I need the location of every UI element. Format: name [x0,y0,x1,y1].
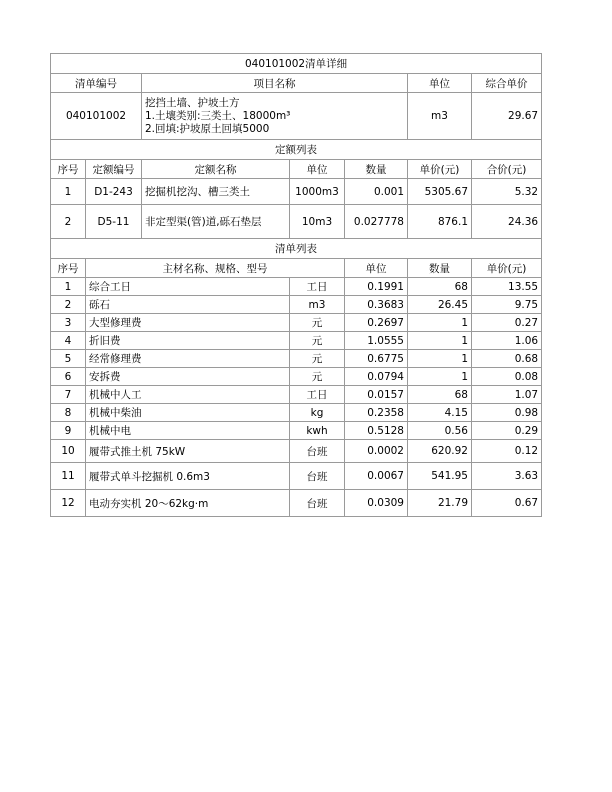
material-total: 13.55 [472,278,542,296]
list-name-header: 项目名称 [142,74,408,93]
material-row [51,404,542,422]
material-name: 安拆费 [86,368,290,386]
list-code: 040101002 [51,93,142,140]
material-unit: 元 [290,332,345,350]
quota-qty: 0.001 [345,179,408,205]
material-row [51,490,542,517]
description-line: 2.回填:护坡原土回填5000 [145,122,270,135]
material-unit: 台班 [290,463,345,490]
material-qty: 0.0157 [345,386,408,404]
material-name: 综合工日 [86,278,290,296]
quota-code: D1-243 [86,179,142,205]
material-unit: 台班 [290,440,345,463]
material-name: 履带式单斗挖掘机 0.6m3 [86,463,290,490]
material-name: 机械中人工 [86,386,290,404]
material-unit: m3 [290,296,345,314]
material-total: 1.07 [472,386,542,404]
material-no: 5 [51,350,86,368]
material-qty: 1.0555 [345,332,408,350]
material-qty: 0.0794 [345,368,408,386]
quota-price-header: 单价(元) [408,160,472,179]
material-price: 26.45 [408,296,472,314]
quota-section-title: 定额列表 [51,140,542,160]
material-row [51,350,542,368]
material-row [51,422,542,440]
material-price: 1 [408,368,472,386]
material-no: 10 [51,440,86,463]
quota-unit-header: 单位 [290,160,345,179]
material-price: 541.95 [408,463,472,490]
material-row [51,440,542,463]
material-unit: 工日 [290,386,345,404]
material-section-title: 清单列表 [51,239,542,259]
material-row [51,332,542,350]
material-unit: 台班 [290,490,345,517]
material-row [51,463,542,490]
material-no-header: 序号 [51,259,86,278]
quota-name: 挖掘机挖沟、槽三类土 [142,179,290,205]
description-line: 1.土壤类别:三类土、18000m³ [145,109,291,122]
quota-qty: 0.027778 [345,205,408,239]
material-no: 3 [51,314,86,332]
list-unit: m3 [408,93,472,140]
material-unit: kwh [290,422,345,440]
material-qty: 0.2358 [345,404,408,422]
material-unit: kg [290,404,345,422]
quota-no-header: 序号 [51,160,86,179]
material-qty: 0.5128 [345,422,408,440]
material-qty: 0.1991 [345,278,408,296]
table-title: 040101002清单详细 [51,54,542,74]
material-price-header: 单价(元) [472,259,542,278]
material-total: 0.29 [472,422,542,440]
material-total: 9.75 [472,296,542,314]
material-name: 经常修理费 [86,350,290,368]
material-unit: 元 [290,314,345,332]
description-line: 挖挡土墙、护坡土方 [145,96,240,109]
quota-price: 876.1 [408,205,472,239]
material-no: 6 [51,368,86,386]
list-unit-header: 单位 [408,74,472,93]
bill-detail-table [50,53,542,517]
quota-code-header: 定额编号 [86,160,142,179]
material-price: 0.56 [408,422,472,440]
quota-unit: 10m3 [290,205,345,239]
quota-price: 5305.67 [408,179,472,205]
material-price: 21.79 [408,490,472,517]
material-name: 电动夯实机 20～62kg·m [86,490,290,517]
material-qty: 0.0309 [345,490,408,517]
material-total: 1.06 [472,332,542,350]
quota-total-header: 合价(元) [472,160,542,179]
material-no: 9 [51,422,86,440]
material-total: 0.67 [472,490,542,517]
material-total: 3.63 [472,463,542,490]
material-price: 1 [408,350,472,368]
material-price: 68 [408,386,472,404]
list-price-header: 综合单价 [472,74,542,93]
quota-total: 24.36 [472,205,542,239]
material-row [51,386,542,404]
material-total: 0.68 [472,350,542,368]
material-price: 68 [408,278,472,296]
quota-no: 1 [51,179,86,205]
material-name: 折旧费 [86,332,290,350]
quota-code: D5-11 [86,205,142,239]
quota-name-header: 定额名称 [142,160,290,179]
material-unit: 工日 [290,278,345,296]
material-price: 1 [408,314,472,332]
material-qty: 0.2697 [345,314,408,332]
material-qty: 0.3683 [345,296,408,314]
material-name: 机械中柴油 [86,404,290,422]
material-unit: 元 [290,350,345,368]
material-qty: 0.0067 [345,463,408,490]
material-no: 4 [51,332,86,350]
material-row [51,296,542,314]
material-name-header: 主材名称、规格、型号 [86,259,345,278]
material-no: 11 [51,463,86,490]
quota-name: 非定型渠(管)道,砾石垫层 [142,205,290,239]
material-qty: 0.0002 [345,440,408,463]
list-description [142,93,408,140]
quota-no: 2 [51,205,86,239]
material-total: 0.12 [472,440,542,463]
material-name: 履带式推土机 75kW [86,440,290,463]
material-qty-header: 数量 [408,259,472,278]
material-name: 大型修理费 [86,314,290,332]
quota-qty-header: 数量 [345,160,408,179]
material-total: 0.08 [472,368,542,386]
material-no: 8 [51,404,86,422]
material-name: 机械中电 [86,422,290,440]
material-row [51,368,542,386]
material-price: 620.92 [408,440,472,463]
list-code-header: 清单编号 [51,74,142,93]
material-qty: 0.6775 [345,350,408,368]
quota-total: 5.32 [472,179,542,205]
material-row [51,278,542,296]
quota-unit: 1000m3 [290,179,345,205]
material-no: 7 [51,386,86,404]
material-unit: 元 [290,368,345,386]
material-no: 12 [51,490,86,517]
material-price: 1 [408,332,472,350]
material-name: 砾石 [86,296,290,314]
material-total: 0.98 [472,404,542,422]
material-total: 0.27 [472,314,542,332]
material-no: 2 [51,296,86,314]
list-price: 29.67 [472,93,542,140]
material-no: 1 [51,278,86,296]
material-price: 4.15 [408,404,472,422]
material-unit-header: 单位 [345,259,408,278]
material-row [51,314,542,332]
